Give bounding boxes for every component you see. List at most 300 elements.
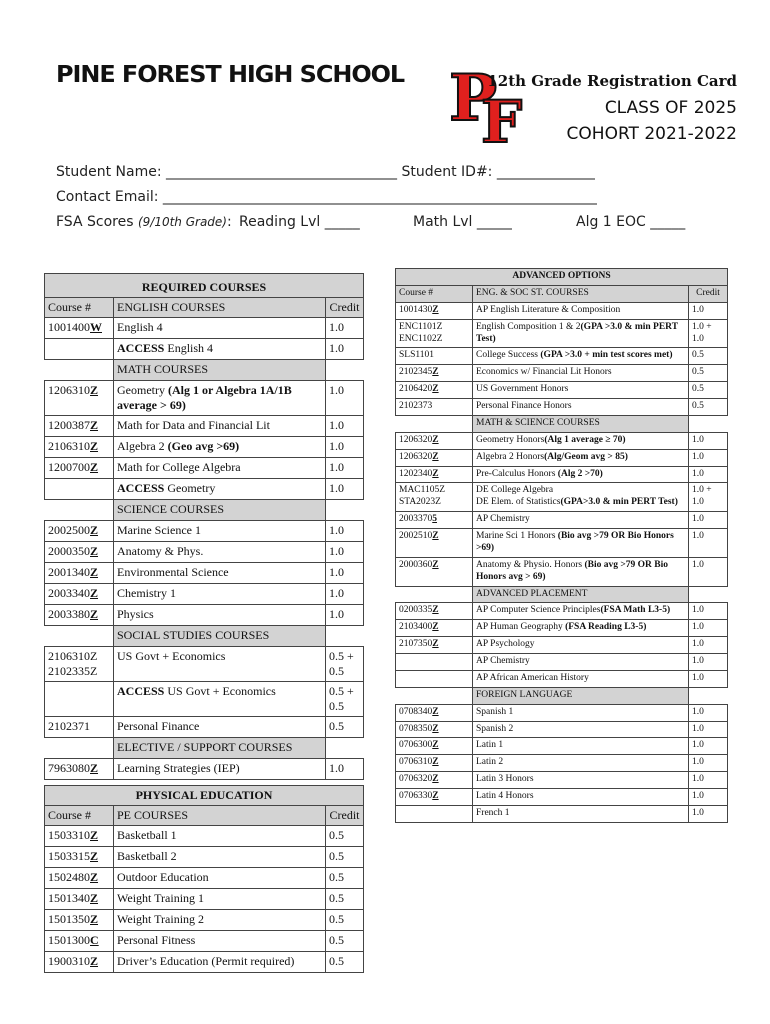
course-credit: 1.0: [689, 449, 728, 466]
course-name-bold: ACCESS: [117, 481, 165, 495]
course-row[interactable]: [45, 605, 364, 626]
course-number: [45, 563, 114, 584]
course-row[interactable]: [45, 381, 364, 416]
course-code: 1503310: [48, 828, 90, 842]
course-number: [396, 348, 473, 365]
course-credit: 0.5 + 0.5: [326, 682, 364, 717]
course-name: [473, 637, 689, 654]
course-credit: 0.5: [326, 868, 364, 889]
course-code: 1200700: [48, 460, 90, 474]
course-name-text: Anatomy & Physio. Honors: [476, 559, 585, 570]
course-name: [473, 557, 689, 586]
course-name-text: Math for College Algebra: [117, 460, 241, 474]
course-number: [396, 603, 473, 620]
course-credit: 1.0: [326, 479, 364, 500]
course-credit: 1.0: [689, 432, 728, 449]
course-credit: 0.5: [689, 382, 728, 399]
course-number: [45, 318, 114, 339]
course-name: [114, 416, 326, 437]
course-name: [114, 868, 326, 889]
course-name-text: Math for Data and Financial Lit: [117, 418, 270, 432]
course-suffix: Z: [432, 451, 439, 462]
course-name-text: Algebra 2: [117, 439, 168, 453]
course-credit: 1.0: [326, 605, 364, 626]
course-number: [396, 557, 473, 586]
course-code: 7963080: [48, 761, 90, 775]
course-row[interactable]: [396, 483, 728, 512]
elective-section-header: ELECTIVE / SUPPORT COURSES: [114, 738, 326, 759]
course-credit: 1.0: [326, 563, 364, 584]
course-credit: 0.5: [689, 348, 728, 365]
svg-text:F: F: [481, 88, 523, 146]
course-credit: 0.5: [689, 399, 728, 416]
student-name-line[interactable]: Student Name: _________________________________ Student ID#: ______________: [56, 164, 595, 180]
course-code: 1206320: [399, 451, 433, 462]
course-suffix: Z: [90, 828, 99, 842]
course-name-bold: (GPA >3.0 + min test scores met): [540, 350, 673, 361]
course-name-text: Personal Finance: [117, 719, 200, 733]
math-section-header: MATH COURSES: [114, 360, 326, 381]
course-number: [396, 466, 473, 483]
contact-email-line[interactable]: Contact Email: ______________________________________________________________: [56, 189, 597, 205]
svg-text:P: P: [449, 62, 498, 136]
reading-level-field[interactable]: Reading Lvl _____: [239, 214, 360, 230]
course-code: 2106420: [399, 384, 433, 395]
course-number: [396, 721, 473, 738]
course-name-text: Basketball 1: [117, 828, 177, 842]
course-suffix: Z: [432, 559, 439, 570]
fsa-grade: (9/10th Grade): [137, 215, 227, 229]
course-name-text: AP Chemistry: [476, 656, 530, 666]
course-name-bold: (GPA>3.0 & min PERT Test): [560, 497, 678, 508]
math-science-section-header: MATH & SCIENCE COURSES: [473, 415, 689, 432]
course-credit: 1.0: [689, 721, 728, 738]
course-code: 2107350: [399, 639, 433, 650]
col-credit: Credit: [326, 298, 364, 318]
blank-cell: [326, 360, 364, 381]
course-code: 2106310: [48, 439, 90, 453]
school-name: PINE FOREST HIGH SCHOOL: [56, 62, 405, 88]
course-credit: 1.0: [689, 755, 728, 772]
course-row[interactable]: [45, 868, 364, 889]
course-number: [396, 319, 473, 348]
blank-cell: [396, 415, 473, 432]
course-number: [396, 512, 473, 529]
course-suffix: Z: [90, 418, 99, 432]
course-name: [473, 654, 689, 671]
course-code: 1900310: [48, 954, 90, 968]
course-row[interactable]: [396, 654, 728, 671]
course-row[interactable]: [396, 738, 728, 755]
course-number: [396, 805, 473, 822]
course-number: [396, 365, 473, 382]
course-code: 1502480: [48, 870, 90, 884]
course-name: [473, 432, 689, 449]
blank-cell: [45, 738, 114, 759]
adv-col-name: ENG. & SOC ST. COURSES: [473, 285, 689, 302]
course-row[interactable]: [45, 647, 364, 682]
course-code: 2003380: [48, 607, 90, 621]
course-name-text: Learning Strategies (IEP): [117, 761, 240, 775]
blank-cell: [45, 360, 114, 381]
course-name: [473, 449, 689, 466]
blank-cell: [689, 586, 728, 603]
course-name-text: Anatomy & Phys.: [117, 544, 204, 558]
required-courses-table: [44, 273, 364, 780]
course-name: [473, 319, 689, 348]
course-credit: 1.0: [689, 637, 728, 654]
fsa-label: FSA Scores: [56, 214, 134, 230]
course-credit: 0.5: [326, 931, 364, 952]
course-credit: 1.0: [689, 529, 728, 558]
course-code: SLS1101: [399, 350, 435, 361]
course-suffix: Z: [90, 523, 99, 537]
course-credit: 1.0: [326, 381, 364, 416]
course-suffix: Z: [432, 740, 439, 751]
course-number: [396, 789, 473, 806]
course-code: 2003340: [48, 586, 90, 600]
course-row[interactable]: [396, 529, 728, 558]
course-row[interactable]: [45, 542, 364, 563]
course-credit: 0.5: [326, 910, 364, 931]
blank-cell: [396, 586, 473, 603]
course-name-bold: (Alg 2 >70): [557, 468, 603, 479]
course-row[interactable]: [396, 721, 728, 738]
course-suffix: Z: [90, 761, 99, 775]
course-row[interactable]: [45, 682, 364, 717]
course-suffix: Z: [432, 791, 439, 801]
pe-table: [44, 785, 364, 973]
course-credit: 1.0: [689, 738, 728, 755]
course-row[interactable]: [45, 826, 364, 847]
course-name-text: Latin 1: [476, 740, 504, 751]
course-name: [473, 721, 689, 738]
ap-section-header: ADVANCED PLACEMENT: [473, 586, 689, 603]
course-number: [396, 670, 473, 687]
course-number: [45, 826, 114, 847]
course-name: [473, 789, 689, 806]
course-name: [473, 382, 689, 399]
course-name: [114, 563, 326, 584]
course-number: [45, 542, 114, 563]
course-name-bold: (FSA Math L3-5): [600, 605, 671, 616]
course-row[interactable]: [396, 637, 728, 654]
course-number: [45, 437, 114, 458]
course-suffix: Z: [90, 891, 99, 905]
course-row[interactable]: [45, 584, 364, 605]
course-credit: 1.0: [689, 466, 728, 483]
course-name-text: Geometry Honors: [476, 434, 545, 445]
math-level-field[interactable]: Math Lvl _____: [413, 214, 512, 230]
course-number: [396, 654, 473, 671]
course-name: [473, 738, 689, 755]
course-name-text: Basketball 2: [117, 849, 177, 863]
course-suffix: 5: [432, 514, 437, 525]
alg-eoc-field[interactable]: Alg 1 EOC _____: [576, 214, 686, 230]
course-name-text: Marine Sci 1 Honors: [476, 531, 558, 541]
cohort: COHORT 2021-2022: [566, 124, 737, 144]
adv-col-credit: Credit: [689, 285, 728, 302]
course-name-bold: (Alg 1 or Algebra 1A/1B average > 69): [117, 383, 292, 412]
course-row[interactable]: [396, 603, 728, 620]
course-suffix: Z: [432, 434, 439, 445]
blank-cell: [689, 415, 728, 432]
course-name: [473, 704, 689, 721]
course-credit: 0.5: [326, 847, 364, 868]
course-number: [45, 910, 114, 931]
course-row[interactable]: [396, 789, 728, 806]
course-number: [45, 931, 114, 952]
course-suffix: Z: [432, 468, 439, 479]
course-name: [114, 931, 326, 952]
course-code: 1001400: [48, 320, 90, 334]
course-row[interactable]: [45, 479, 364, 500]
course-suffix: Z: [432, 384, 439, 395]
course-credit: 0.5: [326, 952, 364, 973]
course-credit: 1.0: [689, 789, 728, 806]
course-suffix: Z: [90, 870, 99, 884]
course-suffix: Z: [432, 723, 439, 734]
course-code: MAC1105Z STA2023Z: [399, 485, 446, 508]
course-row[interactable]: [45, 717, 364, 738]
course-name: [114, 826, 326, 847]
course-code: 0708340: [399, 706, 433, 717]
course-name-text: Marine Science 1: [117, 523, 201, 537]
course-code: 2003370: [399, 514, 433, 525]
course-number: [45, 479, 114, 500]
course-credit: 0.5: [689, 365, 728, 382]
course-name: [473, 466, 689, 483]
blank-cell: [326, 500, 364, 521]
course-suffix: Z: [90, 460, 99, 474]
course-row[interactable]: [45, 563, 364, 584]
course-number: [45, 584, 114, 605]
blank-cell: [326, 626, 364, 647]
course-name: [473, 772, 689, 789]
course-suffix: Z: [432, 605, 439, 616]
course-name: [473, 620, 689, 637]
course-suffix: Z: [90, 544, 99, 558]
course-credit: 1.0: [689, 603, 728, 620]
course-name: [114, 682, 326, 717]
course-name: [473, 348, 689, 365]
course-row[interactable]: [45, 847, 364, 868]
course-row[interactable]: [45, 318, 364, 339]
course-name-text: Environmental Science: [117, 565, 229, 579]
class-of: CLASS OF 2025: [604, 98, 737, 118]
course-credit: 0.5: [326, 889, 364, 910]
course-number: [45, 416, 114, 437]
course-name-text: English Composition 1 & 2: [476, 321, 581, 332]
course-name-text: Personal Fitness: [117, 933, 196, 947]
course-row[interactable]: [396, 670, 728, 687]
course-name-text: AP African American History: [476, 672, 589, 683]
course-credit: 1.0: [689, 654, 728, 671]
course-suffix: Z: [90, 565, 99, 579]
course-name-bold: (Geo avg >69): [167, 439, 240, 453]
course-credit: 1.0: [326, 542, 364, 563]
course-number: [396, 432, 473, 449]
course-suffix: C: [90, 933, 99, 947]
course-credit: 1.0: [326, 339, 364, 360]
course-row[interactable]: [396, 704, 728, 721]
course-row[interactable]: [396, 449, 728, 466]
course-credit: 0.5: [326, 717, 364, 738]
course-row[interactable]: [45, 458, 364, 479]
course-row[interactable]: [396, 805, 728, 822]
course-code: 0706300: [399, 740, 433, 751]
course-code: 2000360: [399, 559, 433, 570]
course-name-bold: (GPA >3.0 & min PERT Test): [476, 321, 678, 344]
course-suffix: Z: [432, 367, 439, 378]
blank-cell: [396, 687, 473, 704]
course-name-bold: (Alg/Geom avg > 85): [544, 451, 628, 462]
course-number: [45, 847, 114, 868]
blank-cell: [45, 626, 114, 647]
course-name-text: Algebra 2 Honors: [476, 451, 545, 462]
course-name: [473, 483, 689, 512]
course-credit: 1.0: [326, 458, 364, 479]
course-number: [45, 889, 114, 910]
course-number: [396, 302, 473, 319]
course-row[interactable]: [396, 755, 728, 772]
course-name-text: AP Psychology: [476, 639, 535, 650]
course-number: [45, 759, 114, 780]
course-row[interactable]: [45, 931, 364, 952]
course-name: [473, 302, 689, 319]
col-course: Course #: [45, 298, 114, 318]
course-row[interactable]: [396, 620, 728, 637]
course-code: 1501350: [48, 912, 90, 926]
course-number: [45, 647, 114, 682]
course-row[interactable]: [396, 466, 728, 483]
course-name: [114, 437, 326, 458]
course-code: 1200387: [48, 418, 90, 432]
course-number: [396, 483, 473, 512]
course-name-text: Personal Finance Honors: [476, 401, 572, 411]
advanced-options-table: [395, 268, 728, 823]
course-credit: 1.0: [689, 512, 728, 529]
course-row[interactable]: [45, 759, 364, 780]
course-name-text: US Govt + Economics: [117, 649, 226, 663]
course-row[interactable]: [396, 302, 728, 319]
course-row[interactable]: [396, 399, 728, 416]
course-name-text: Geometry: [164, 481, 216, 495]
course-credit: 1.0: [326, 584, 364, 605]
pe-col-name: PE COURSES: [114, 806, 326, 826]
course-name: [114, 759, 326, 780]
course-code: 2106310Z 2102335Z: [48, 649, 98, 678]
course-suffix: Z: [432, 622, 439, 633]
blank-cell: [45, 500, 114, 521]
course-name-text: Weight Training 2: [117, 912, 205, 926]
course-name-text: Geometry: [117, 383, 168, 397]
course-row[interactable]: [396, 382, 728, 399]
course-row[interactable]: [45, 437, 364, 458]
course-name-bold: ACCESS: [117, 684, 165, 698]
course-credit: 1.0: [326, 416, 364, 437]
course-row[interactable]: [396, 365, 728, 382]
course-name: [473, 755, 689, 772]
pe-title: PHYSICAL EDUCATION: [45, 786, 364, 806]
course-code: 2102345: [399, 367, 433, 378]
course-row[interactable]: [396, 557, 728, 586]
course-row[interactable]: [45, 339, 364, 360]
course-name: [473, 603, 689, 620]
course-code: 2001340: [48, 565, 90, 579]
course-row[interactable]: [45, 889, 364, 910]
course-name-text: College Success: [476, 350, 541, 361]
course-credit: 1.0: [326, 318, 364, 339]
course-name-text: Physics: [117, 607, 154, 621]
course-row[interactable]: [396, 512, 728, 529]
course-suffix: Z: [90, 849, 99, 863]
course-suffix: Z: [432, 304, 439, 315]
course-name: [114, 847, 326, 868]
course-name-bold: (Bio avg >79 OR Bio Honors >69): [476, 531, 674, 553]
course-code: ENC1101Z ENC1102Z: [399, 321, 443, 344]
foreign-language-section-header: FOREIGN LANGUAGE: [473, 687, 689, 704]
course-name-text: DE College Algebra DE Elem. of Statistics: [476, 485, 561, 508]
course-name-text: AP English Literature & Composition: [476, 304, 621, 315]
course-name-bold: (Alg 1 average ≥ 70): [544, 434, 626, 445]
course-code: 1202340: [399, 468, 433, 479]
course-code: 0706320: [399, 774, 433, 785]
course-suffix: Z: [90, 954, 99, 968]
course-row[interactable]: [45, 521, 364, 542]
course-name: [114, 458, 326, 479]
course-name: [114, 318, 326, 339]
course-number: [396, 738, 473, 755]
course-code: 0708350: [399, 723, 433, 734]
fsa-scores-line: FSA Scores (9/10th Grade):: [56, 214, 232, 230]
course-code: 1001430: [399, 304, 433, 315]
course-row[interactable]: [396, 432, 728, 449]
course-number: [45, 952, 114, 973]
course-name-text: Driver’s Education (Permit required): [117, 954, 295, 968]
course-row[interactable]: [45, 416, 364, 437]
course-name: [114, 605, 326, 626]
course-credit: 1.0: [689, 704, 728, 721]
course-row[interactable]: [45, 952, 364, 973]
course-row[interactable]: [396, 319, 728, 348]
course-name: [114, 479, 326, 500]
course-row[interactable]: [396, 348, 728, 365]
course-name-text: AP Chemistry: [476, 514, 530, 525]
course-row[interactable]: [396, 772, 728, 789]
course-name-text: Chemistry 1: [117, 586, 176, 600]
course-credit: 1.0: [689, 620, 728, 637]
course-number: [396, 637, 473, 654]
course-code: 0706310: [399, 757, 433, 768]
course-number: [45, 717, 114, 738]
course-code: 1206310: [48, 383, 90, 397]
course-number: [45, 339, 114, 360]
course-row[interactable]: [45, 910, 364, 931]
course-name: [114, 717, 326, 738]
course-code: 0200335: [399, 605, 433, 616]
social-studies-section-header: SOCIAL STUDIES COURSES: [114, 626, 326, 647]
course-name-text: Weight Training 1: [117, 891, 205, 905]
course-credit: 0.5: [326, 826, 364, 847]
course-name-text: Latin 2: [476, 757, 504, 768]
course-name-text: English 4: [117, 320, 163, 334]
course-suffix: Z: [90, 586, 99, 600]
course-name: [114, 381, 326, 416]
course-suffix: Z: [432, 774, 439, 785]
course-number: [45, 868, 114, 889]
course-name-bold: (Bio avg >79 OR Bio Honors avg > 69): [476, 559, 668, 582]
